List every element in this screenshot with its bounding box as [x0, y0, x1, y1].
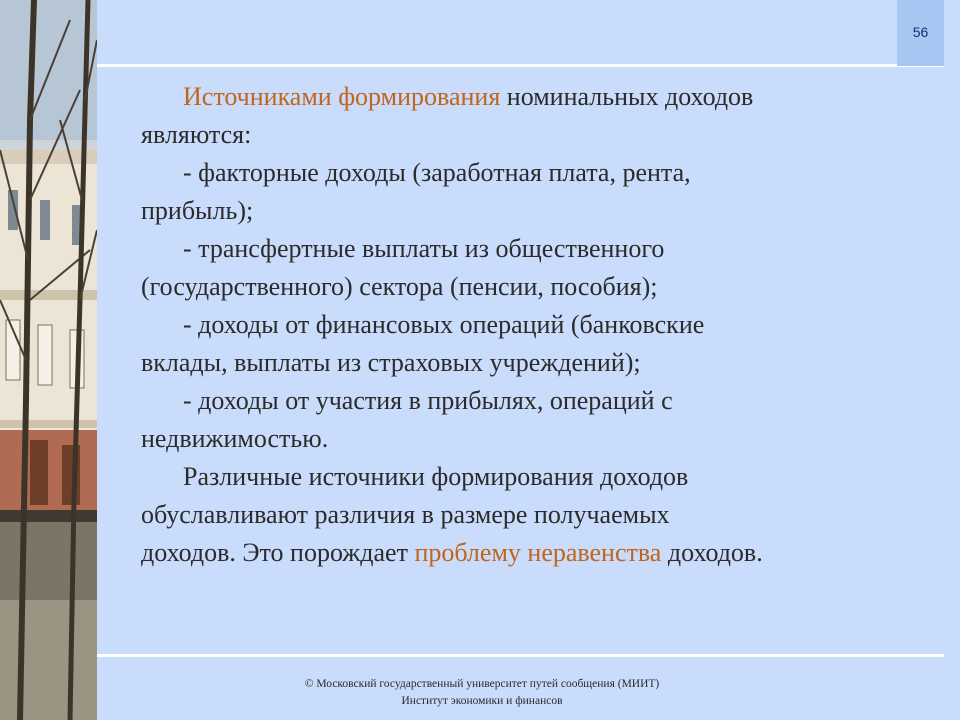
highlighted-text: Источниками формирования: [183, 82, 501, 111]
building-photo: [0, 0, 97, 720]
body-paragraph: [141, 306, 921, 382]
body-text: - трансфертные выплаты из общественного: [183, 234, 665, 263]
body-text: прибыль);: [141, 196, 254, 225]
footer-institute: Институт экономики и финансов: [401, 695, 563, 707]
body-paragraph: [141, 78, 921, 154]
body-text: недвижимостью.: [141, 424, 329, 453]
body-text: номинальных доходов: [500, 82, 754, 111]
body-paragraph: [141, 230, 921, 306]
body-text: обуславливают различия в размере получаемых: [141, 500, 670, 529]
footer: [97, 676, 867, 710]
body-text: - факторные доходы (заработная плата, рента,: [183, 158, 691, 187]
body-text: Различные источники формирования доходов: [183, 462, 689, 491]
slide-body: [141, 78, 921, 572]
bottom-divider: [97, 654, 944, 657]
body-paragraph: [141, 154, 921, 230]
body-text: доходов.: [661, 538, 763, 567]
body-text: - доходы от финансовых операций (банковские: [183, 310, 705, 339]
body-text: - доходы от участия в прибылях, операций с: [183, 386, 673, 415]
body-text: доходов. Это порождает: [141, 538, 415, 567]
slide-number: 56: [912, 24, 929, 40]
body-paragraph: [141, 382, 921, 458]
highlighted-text: проблему неравенства: [414, 538, 662, 567]
top-divider: [97, 64, 944, 67]
footer-copyright: © Московский государственный университет путей сообщения (МИИТ): [304, 678, 660, 690]
body-paragraph: [141, 458, 921, 572]
body-text: являются:: [141, 120, 252, 149]
body-text: (государственного) сектора (пенсии, пособия);: [141, 272, 658, 301]
body-text: вклады, выплаты из страховых учреждений);: [141, 348, 641, 377]
